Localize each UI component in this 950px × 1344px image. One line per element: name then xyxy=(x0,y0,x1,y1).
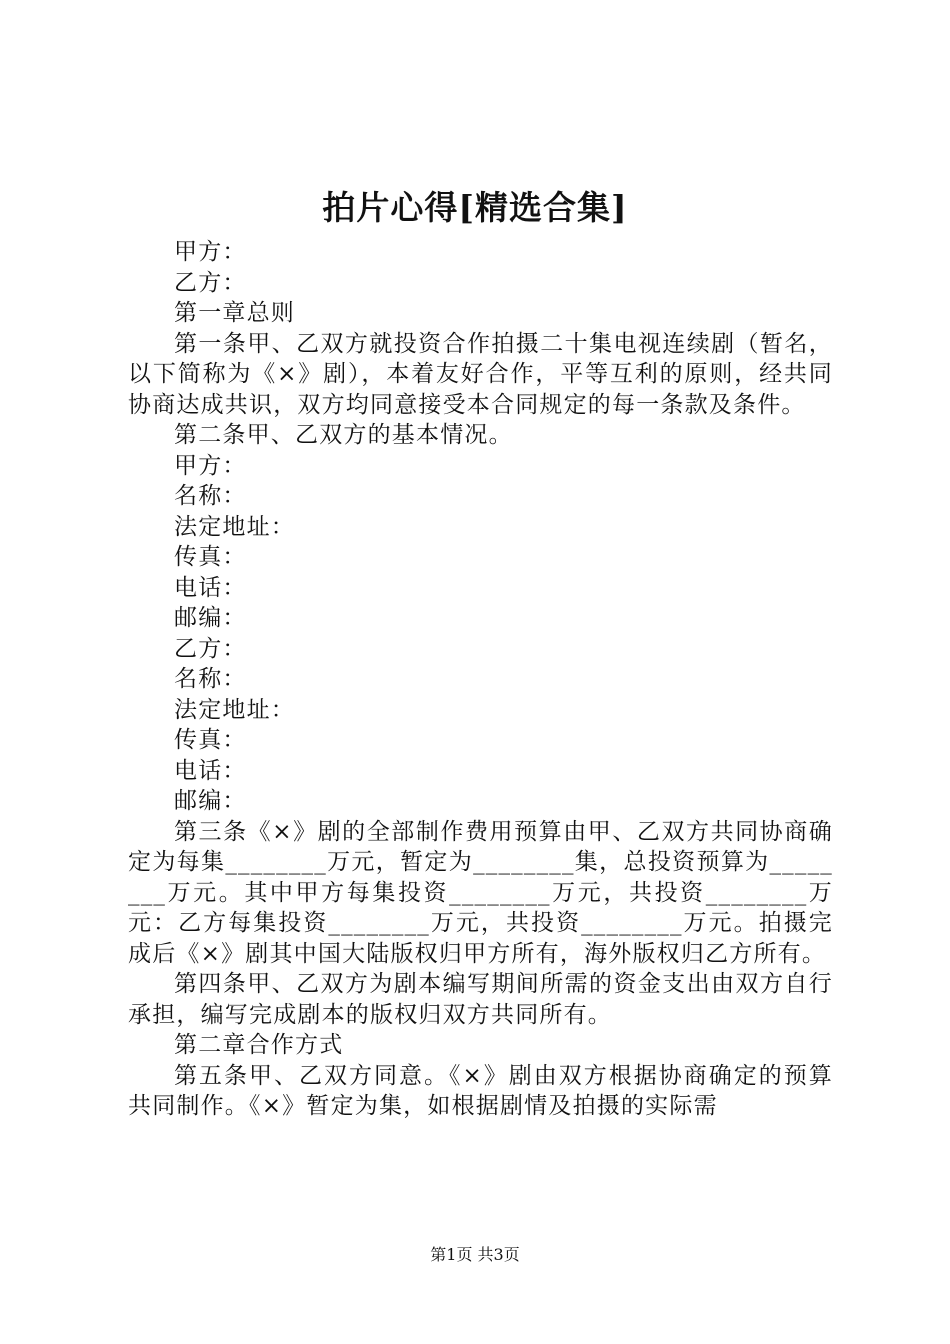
article-3: 第三条《×》剧的全部制作费用预算由甲、乙双方共同协商确定为每集________万元，暂定为________集，总投资预算为________万元。其中甲方每集投资________万元，共投资________万元：乙方每集投资________万元，共投资________万元。拍摄完成后《×》剧其中国大陆版权归甲方所有，海外版权归乙方所有。 xyxy=(128,818,833,967)
party-a-phone-field: 电话： xyxy=(174,574,247,601)
paragraph-party-a: 甲方： xyxy=(174,239,247,265)
paragraph-party-b: 乙方： xyxy=(174,269,247,296)
party-b-postcode-field: 邮编： xyxy=(174,788,247,814)
party-b-label: 乙方： xyxy=(174,635,247,662)
article-5: 第五条甲、乙双方同意。《×》剧由双方根据协商确定的预算共同制作。《×》暂定为集，如根据剧情及拍摄的实际需 xyxy=(128,1062,833,1119)
document-body xyxy=(128,237,833,1122)
article-2: 第二条甲、乙双方的基本情况。 xyxy=(174,422,513,448)
page-footer: 第1页 共3页 xyxy=(430,1245,520,1264)
party-b-address-field: 法定地址： xyxy=(174,696,295,723)
party-a-address-field: 法定地址： xyxy=(174,513,295,540)
party-b-name-field: 名称： xyxy=(174,666,247,692)
article-1: 第一条甲、乙双方就投资合作拍摄二十集电视连续剧（暂名，以下简称为《×》剧），本着友好合作，平等互利的原则，经共同协商达成共识，双方均同意接受本合同规定的每一条款及条件。 xyxy=(128,330,833,418)
article-4: 第四条甲、乙双方为剧本编写期间所需的资金支出由双方自行承担，编写完成剧本的版权归双方共同所有。 xyxy=(128,971,833,1028)
party-a-label: 甲方： xyxy=(174,452,247,479)
document-title: 拍片心得[精选合集] xyxy=(322,188,628,227)
party-b-phone-field: 电话： xyxy=(174,757,247,784)
party-a-postcode-field: 邮编： xyxy=(174,605,247,631)
party-b-fax-field: 传真： xyxy=(174,727,247,753)
party-a-name-field: 名称： xyxy=(174,483,247,509)
chapter-heading-1: 第一章总则 xyxy=(174,300,295,326)
party-a-fax-field: 传真： xyxy=(174,544,247,570)
chapter-heading-2: 第二章合作方式 xyxy=(174,1032,344,1058)
